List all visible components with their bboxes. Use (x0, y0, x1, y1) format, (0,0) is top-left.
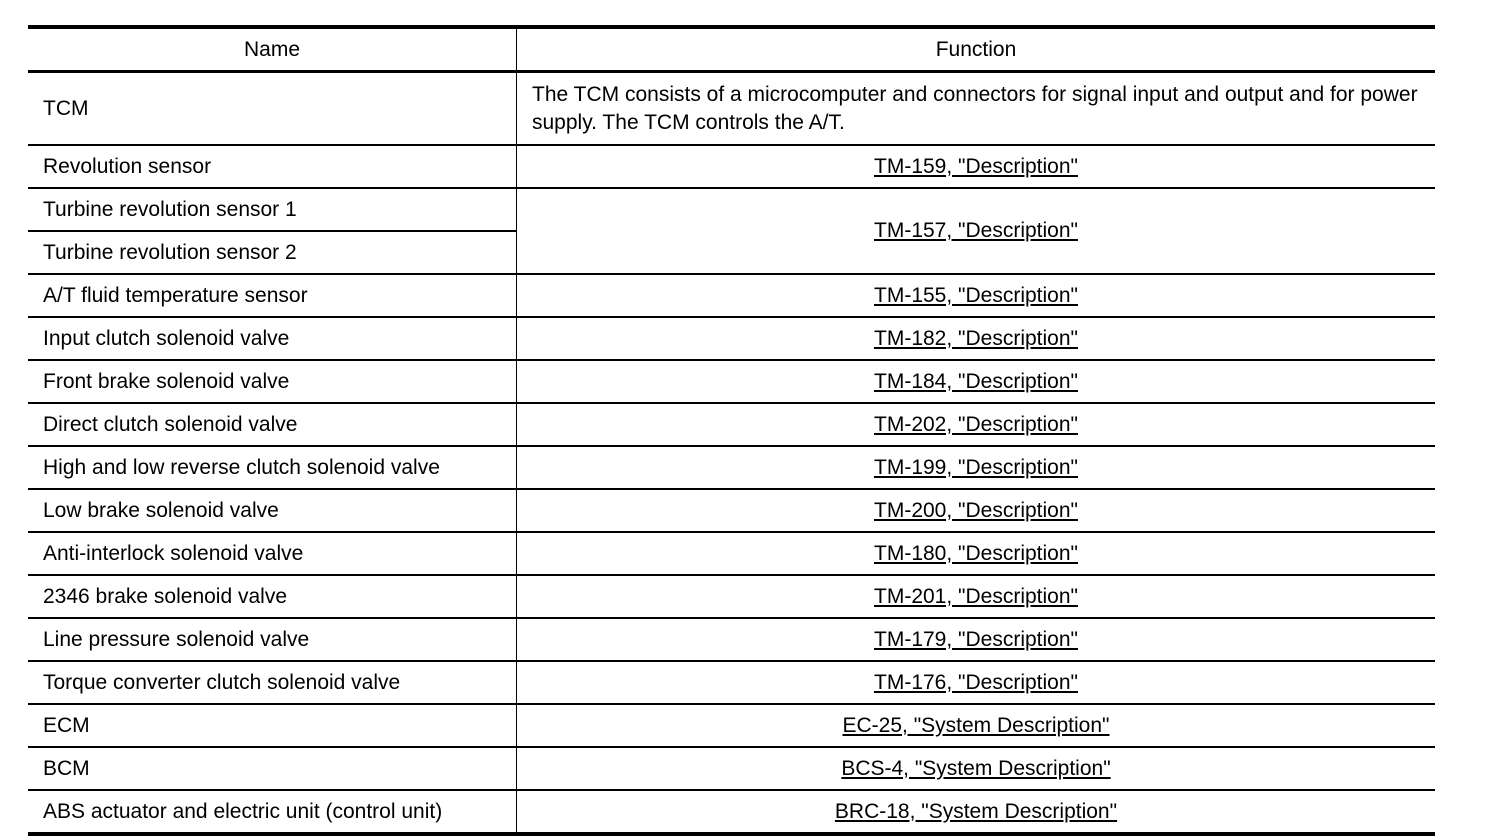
table-header (28, 29, 1435, 73)
row-name: BCM (28, 748, 517, 789)
reference-link[interactable]: TM-155, "Description" (874, 283, 1078, 307)
table-row (28, 404, 1435, 447)
row-name: High and low reverse clutch solenoid valve (28, 447, 517, 488)
row-name: Direct clutch solenoid valve (28, 404, 517, 445)
reference-link[interactable]: TM-199, "Description" (874, 455, 1078, 479)
row-name: ABS actuator and electric unit (control unit) (28, 791, 517, 832)
reference-link[interactable]: TM-176, "Description" (874, 670, 1078, 694)
header-function: Function (935, 37, 1017, 61)
reference-link[interactable]: BRC-18, "System Description" (834, 799, 1118, 823)
reference-link[interactable]: TM-184, "Description" (874, 369, 1078, 393)
reference-link[interactable]: TM-179, "Description" (874, 627, 1078, 651)
table-row (28, 533, 1435, 576)
row-name: Front brake solenoid valve (28, 361, 517, 402)
table-row (28, 490, 1435, 533)
row-name: Revolution sensor (28, 146, 517, 187)
table-row (28, 748, 1435, 791)
table-row (28, 318, 1435, 361)
table-row (28, 705, 1435, 748)
row-name: Turbine revolution sensor 2 (43, 240, 297, 264)
component-function-table (28, 25, 1435, 836)
reference-link[interactable]: TM-182, "Description" (874, 326, 1078, 350)
row-name: Anti-interlock solenoid valve (28, 533, 517, 574)
reference-link[interactable]: TM-200, "Description" (874, 498, 1078, 522)
table-row (28, 361, 1435, 404)
table-row-turbine-sensors (28, 189, 1435, 275)
row-name: A/T fluid temperature sensor (28, 275, 517, 316)
table-row-tcm (28, 73, 1435, 146)
row-name: Torque converter clutch solenoid valve (28, 662, 517, 703)
reference-link[interactable]: EC-25, "System Description" (842, 713, 1110, 737)
reference-link[interactable]: TM-159, "Description" (874, 154, 1078, 178)
reference-link[interactable]: TM-201, "Description" (874, 584, 1078, 608)
row-name: Input clutch solenoid valve (28, 318, 517, 359)
reference-link[interactable]: BCS-4, "System Description" (841, 756, 1111, 780)
row-function-text: The TCM consists of a microcomputer and connectors for signal input and output and for power supply. The TCM controls the A/T. (532, 82, 1418, 134)
row-name: TCM (28, 73, 517, 144)
table-row (28, 576, 1435, 619)
header-name: Name (28, 29, 517, 70)
row-name: Line pressure solenoid valve (28, 619, 517, 660)
reference-link[interactable]: TM-180, "Description" (874, 541, 1078, 565)
row-name: ECM (28, 705, 517, 746)
row-name: Low brake solenoid valve (28, 490, 517, 531)
reference-link[interactable]: TM-157, "Description" (874, 219, 1078, 242)
table-row (28, 447, 1435, 490)
row-name: Turbine revolution sensor 1 (28, 189, 516, 232)
table-row-revolution-sensor (28, 146, 1435, 189)
table-row (28, 619, 1435, 662)
table-row (28, 791, 1435, 832)
table-row (28, 662, 1435, 705)
reference-link[interactable]: TM-202, "Description" (874, 412, 1078, 436)
row-name: 2346 brake solenoid valve (28, 576, 517, 617)
table-row (28, 275, 1435, 318)
